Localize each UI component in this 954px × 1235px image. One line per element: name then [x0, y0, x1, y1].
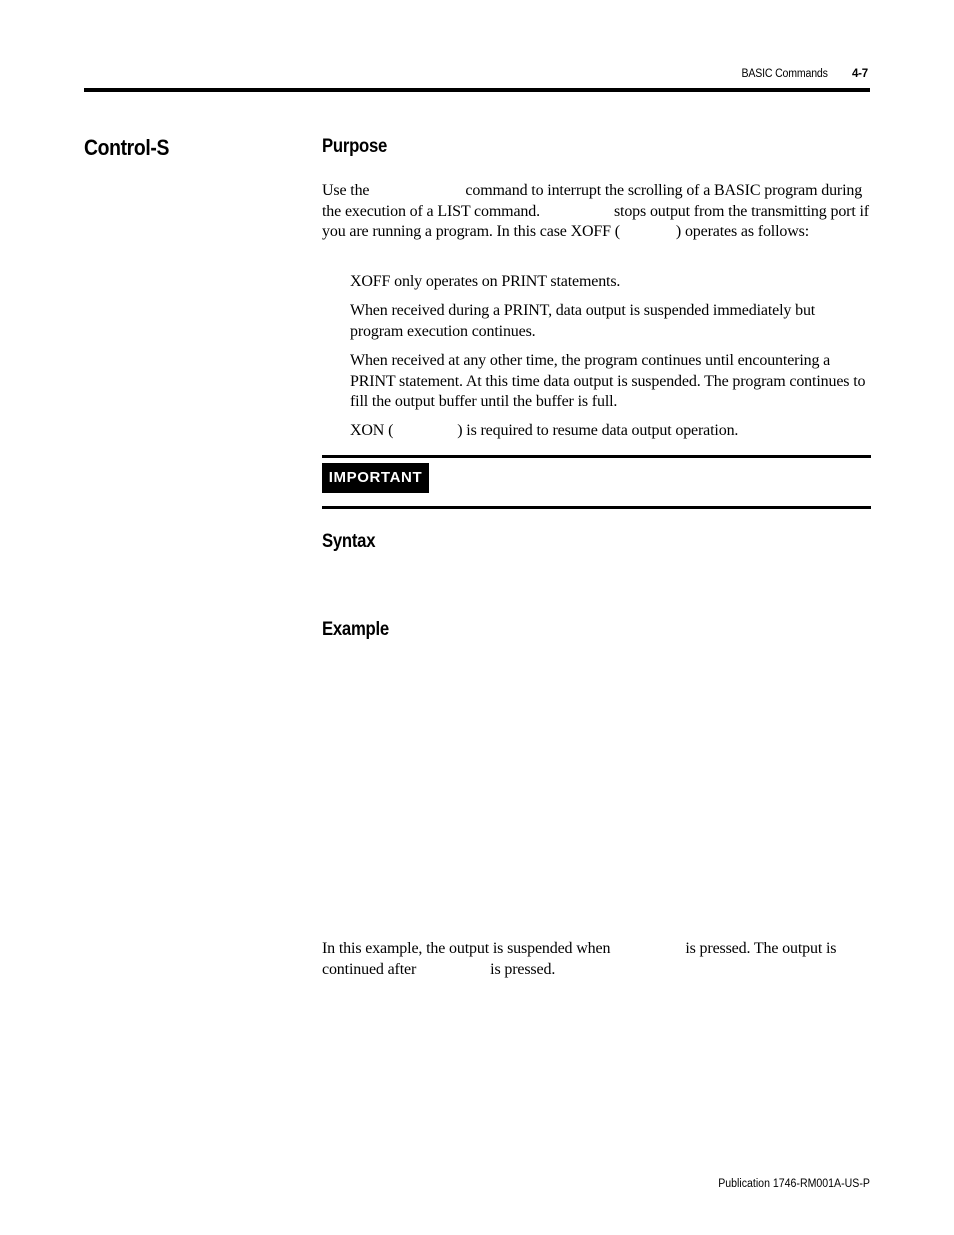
bullet-3-text: When received at any other time, the program continues until encountering a PRINT statement. At this time data output is suspended. The program continues to fill the output buffer until the buffer is full.: [350, 352, 866, 410]
important-top-rule: [322, 455, 871, 458]
purpose-text-4: ) operates as follows:: [675, 223, 810, 240]
example-text-2: is pressed. The output is continued after: [322, 940, 837, 978]
bullet-4-text-1: XON (: [350, 422, 394, 439]
example-heading: Example: [322, 619, 389, 640]
command-title: Control-S: [84, 135, 170, 160]
purpose-bullet-2: [350, 301, 870, 342]
footer-publication: Publication 1746-RM001A-US-P: [718, 1178, 870, 1190]
important-bottom-rule: [322, 506, 871, 509]
purpose-bullet-3: [350, 351, 870, 413]
bullet-2-text: When received during a PRINT, data output is suspended immediately but program execution continues.: [350, 302, 816, 340]
bullet-4-text-2: ) is required to resume data output operation.: [457, 422, 739, 439]
purpose-paragraph: [322, 181, 870, 243]
purpose-text-3: stops output from the transmitting port if you are running a program. In this case XOFF (: [322, 202, 869, 240]
example-paragraph: [322, 939, 870, 980]
running-header: [84, 66, 870, 82]
example-text-1: In this example, the output is suspended when: [322, 940, 611, 957]
example-text-3: is pressed.: [490, 960, 556, 978]
header-page-number: 4-7: [851, 68, 868, 80]
important-label: IMPORTANT: [322, 463, 429, 493]
purpose-bullet-4: [350, 421, 870, 442]
syntax-heading: Syntax: [322, 531, 376, 552]
header-section-title: BASIC Commands: [741, 68, 828, 80]
purpose-text-2: command to interrupt the scrolling of a BASIC program during the execution of a LIST command.: [322, 182, 863, 220]
header-rule: [84, 88, 870, 92]
bullet-1-text: XOFF only operates on PRINT statements.: [350, 273, 621, 290]
purpose-text-1: Use the: [322, 182, 370, 199]
purpose-heading: Purpose: [322, 136, 388, 157]
purpose-bullet-1: [350, 272, 870, 293]
